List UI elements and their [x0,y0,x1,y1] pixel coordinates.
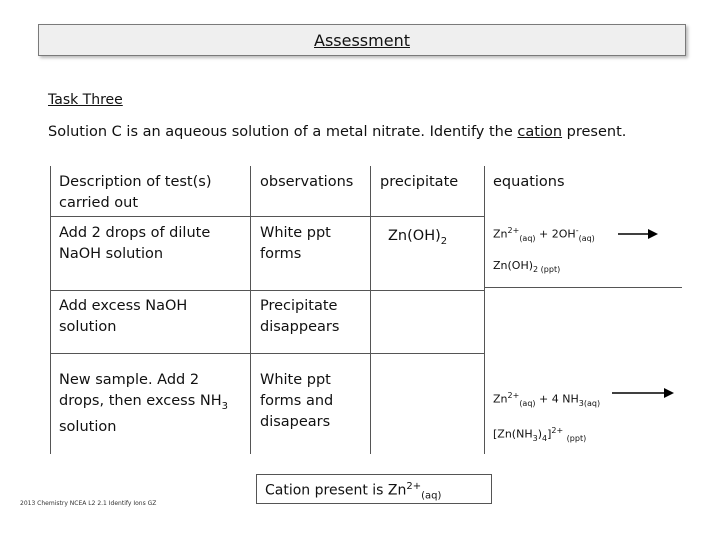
table-left-border [50,166,51,454]
row3-description [59,370,241,438]
task-title: Task Three [48,92,123,108]
row1-observation: White ppt forms [260,225,331,262]
intro-text-start: Solution C is an aqueous solution of a metal nitrate. Identify the [48,124,518,140]
row1-eq-product-state: 2 (ppt) [533,265,561,275]
row1-eq-reagent: + 2OH [535,227,576,241]
row3-observation: White ppt forms and disapears [260,372,334,430]
row3-eq-reagent: + 4 NH [535,392,579,406]
table-row-divider-2 [484,287,682,288]
row3-eq-reagent-state: 3(aq) [578,398,601,408]
row1-description: Add 2 drops of dilute NaOH solution [59,225,211,262]
row1-equation-line2 [493,259,560,274]
header-precipitate: precipitate [380,174,459,190]
row3-eq-complex: [Zn(NH [493,427,533,441]
row3-description-subscript: 3 [221,400,229,412]
row3-description-end: solution [59,418,117,435]
row1-eq-reagent-charge: - [575,226,579,235]
row3-eq-ion-charge: 2+ [507,391,520,400]
row2-observation: Precipitate disappears [260,298,340,335]
row1-precipitate-formula: Zn(OH) [388,228,441,244]
row3-equation-line1 [493,391,600,408]
cation-answer-box [256,474,492,504]
row1-precipitate-subscript: 2 [440,235,448,247]
row1-precipitate [388,226,447,252]
row1-eq-ion-state: (aq) [519,233,536,243]
intro-text-cation: cation [517,124,563,140]
header-equations: equations [493,174,565,190]
task-intro [48,124,626,140]
table-row-divider-3 [50,290,484,291]
header-description: Description of test(s) carried out [59,174,212,211]
intro-text-end: present. [562,124,627,140]
row3-eq-ion-state: (aq) [519,398,536,408]
header-observations: observations [260,174,354,190]
table-column-divider-3 [484,166,485,454]
cation-answer-text: Cation present is Zn [265,482,407,499]
row1-eq-reagent-state: (aq) [578,233,595,243]
row3-eq-complex-bracket: ] [547,427,552,441]
table-column-divider-2 [370,166,371,454]
row3-eq-complex-charge: 2+ [551,426,564,435]
page-title: Assessment [314,30,410,50]
row3-eq-complex-sub3: 3 [532,433,538,443]
row3-eq-complex-paren: ) [537,427,542,441]
row3-description-text: New sample. Add 2 drops, then excess NH [59,372,222,409]
row3-equation-line2 [493,426,586,443]
row3-reaction-arrow-icon [612,387,674,399]
row3-eq-complex-sub4: 4 [541,433,548,443]
row1-eq-ion: Zn [493,227,508,241]
table-row-divider-1 [50,216,484,217]
row3-eq-ion: Zn [493,392,508,406]
row1-equation-line1 [493,226,595,243]
row1-eq-ion-charge: 2+ [507,226,520,235]
row1-eq-product: Zn(OH) [493,259,534,272]
header-bar [38,24,686,56]
row2-description: Add excess NaOH solution [59,298,188,335]
row3-eq-complex-state: (ppt) [566,433,587,443]
footer-note: 2013 Chemistry NCEA L2 2.1 Identify Ions GZ [20,500,157,507]
cation-answer-charge: 2+ [406,481,422,492]
cation-answer-state: (aq) [421,490,442,502]
table-column-divider-1 [250,166,251,454]
row1-reaction-arrow-icon [618,228,658,240]
table-row-divider-4 [50,353,484,354]
